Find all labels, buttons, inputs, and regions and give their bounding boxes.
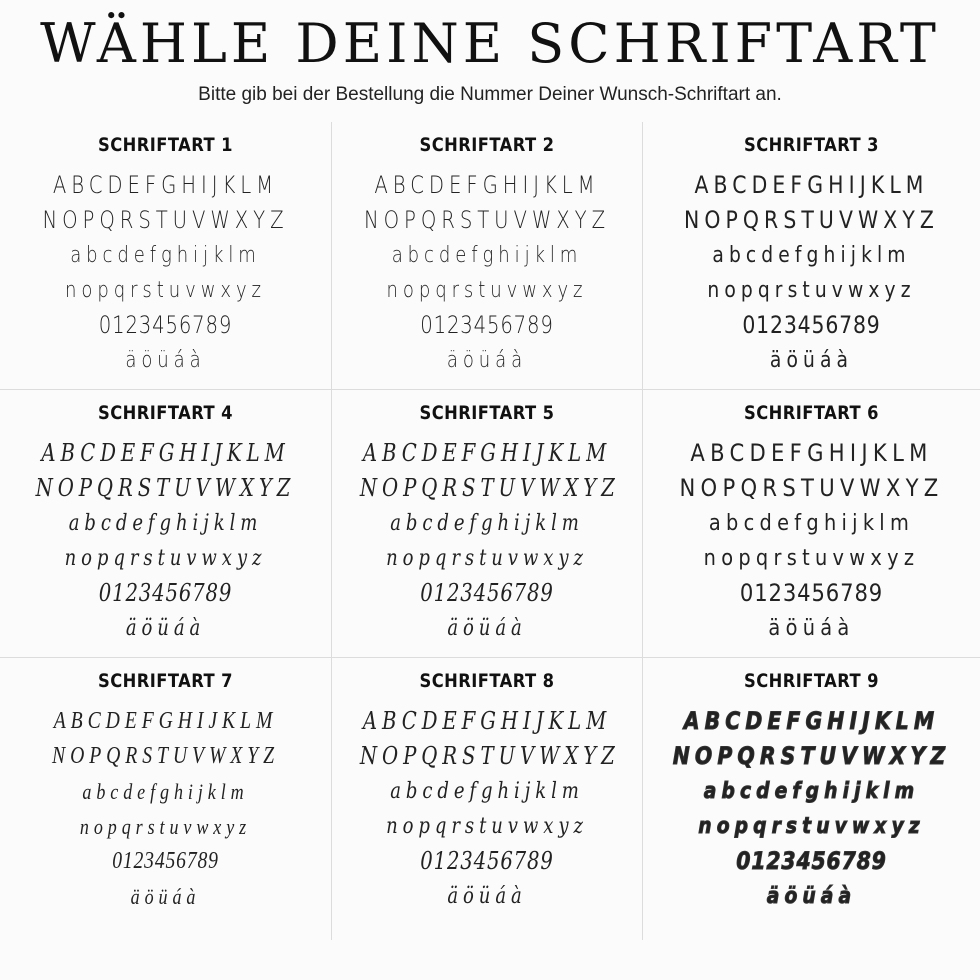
sample-accents: äöüáà [446, 348, 528, 373]
sample-digits: 0123456789 [98, 579, 233, 607]
font-sample [668, 704, 954, 914]
sample-lowercase-a-m: abcdefghijklm [708, 511, 915, 536]
font-card-heading: SCHRIFTART 5 [419, 402, 555, 424]
sample-uppercase-a-m: ABCDEFGHIJKLM [694, 171, 929, 199]
sample-uppercase-a-m: ABCDEFGHIJKLM [374, 171, 600, 199]
sample-uppercase-a-m: ABCDEFGHIJKLM [690, 439, 933, 467]
sample-accents: äöüáà [447, 616, 527, 641]
font-sample [359, 704, 620, 914]
sample-lowercase-n-z: nopqrstuvwxyz [703, 546, 920, 571]
sample-lowercase-a-m: abcdefghijklm [391, 243, 583, 268]
sample-accents: äöüáà [125, 348, 206, 373]
sample-digits: 0123456789 [98, 311, 233, 339]
sample-lowercase-a-m: abcdefghijklm [703, 779, 920, 804]
font-card-heading: SCHRIFTART 7 [97, 670, 233, 692]
font-card-7 [0, 658, 332, 940]
sample-uppercase-n-z: NOPQRSTUVWXYZ [363, 206, 611, 234]
sample-digits: 0123456789 [420, 579, 554, 607]
font-card-6 [643, 390, 980, 658]
sample-uppercase-n-z: NOPQRSTUVWXYZ [683, 206, 940, 234]
sample-uppercase-n-z: NOPQRSTUVWXYZ [359, 474, 620, 502]
font-card-1 [0, 122, 332, 390]
sample-accents: äöüáà [447, 884, 527, 909]
sample-uppercase-n-z: NOPQRSTUVWXYZ [42, 206, 289, 234]
sample-lowercase-n-z: nopqrstuvwxyz [65, 278, 266, 303]
sample-lowercase-a-m: abcdefghijklm [390, 511, 584, 536]
sample-lowercase-a-m: abcdefghijklm [70, 243, 261, 268]
sample-lowercase-n-z: nopqrstuvwxyz [707, 278, 916, 303]
font-sample [30, 704, 301, 914]
sample-lowercase-n-z: nopqrstuvwxyz [386, 278, 588, 303]
sample-digits: 0123456789 [742, 311, 881, 339]
font-card-heading: SCHRIFTART 3 [743, 134, 879, 156]
sample-uppercase-n-z: NOPQRSTUVWXYZ [52, 743, 279, 769]
sample-uppercase-a-m: ABCDEFGHIJKLM [362, 707, 612, 735]
font-sample [360, 168, 614, 378]
sample-digits: 0123456789 [420, 847, 554, 875]
font-sample [30, 436, 301, 646]
font-sample [663, 436, 960, 646]
sample-lowercase-a-m: abcdefghijklm [390, 779, 584, 804]
sample-lowercase-a-m: abcdefghijklm [82, 779, 249, 804]
page-subtitle: Bitte gib bei der Bestellung die Nummer Deiner Wunsch-Schriftart an. [198, 84, 782, 105]
font-grid [0, 122, 980, 940]
sample-uppercase-a-m: ABCDEFGHIJKLM [683, 707, 940, 735]
sample-lowercase-a-m: abcdefghijklm [68, 511, 263, 536]
sample-accents: äöüáà [768, 616, 855, 641]
sample-accents: äöüáà [130, 884, 201, 909]
sample-uppercase-a-m: ABCDEFGHIJKLM [41, 439, 290, 467]
sample-lowercase-n-z: nopqrstuvwxyz [386, 814, 588, 839]
sample-accents: äöüáà [766, 884, 857, 909]
sample-digits: 0123456789 [112, 848, 219, 874]
sample-uppercase-a-m: ABCDEFGHIJKLM [52, 171, 279, 199]
sample-uppercase-n-z: NOPQRSTUVWXYZ [359, 742, 620, 770]
sample-accents: äöüáà [769, 348, 854, 373]
font-sample [30, 168, 301, 378]
font-sample [668, 168, 954, 378]
sample-uppercase-n-z: NOPQRSTUVWXYZ [672, 742, 951, 770]
sample-digits: 0123456789 [420, 311, 554, 339]
sample-uppercase-a-m: ABCDEFGHIJKLM [53, 708, 278, 734]
sample-lowercase-n-z: nopqrstuvwxyz [79, 814, 252, 839]
sample-lowercase-n-z: nopqrstuvwxyz [698, 814, 925, 839]
sample-lowercase-n-z: nopqrstuvwxyz [386, 546, 588, 571]
font-card-heading: SCHRIFTART 1 [97, 134, 233, 156]
sample-lowercase-n-z: nopqrstuvwxyz [64, 546, 267, 571]
sample-uppercase-n-z: NOPQRSTUVWXYZ [35, 474, 296, 502]
sample-accents: äöüáà [125, 616, 206, 641]
sample-uppercase-n-z: NOPQRSTUVWXYZ [679, 474, 944, 502]
font-card-heading: SCHRIFTART 8 [419, 670, 555, 692]
font-card-heading: SCHRIFTART 9 [743, 670, 879, 692]
font-card-heading: SCHRIFTART 4 [97, 402, 233, 424]
font-card-8 [332, 658, 643, 940]
sample-lowercase-a-m: abcdefghijklm [712, 243, 911, 268]
font-card-heading: SCHRIFTART 6 [743, 402, 879, 424]
sample-digits: 0123456789 [736, 847, 887, 875]
font-card-3 [643, 122, 980, 390]
font-card-9 [643, 658, 980, 940]
font-card-heading: SCHRIFTART 2 [419, 134, 555, 156]
page-title: WÄHLE DEINE SCHRIFTART [40, 12, 940, 75]
font-card-4 [0, 390, 332, 658]
sample-uppercase-a-m: ABCDEFGHIJKLM [362, 439, 612, 467]
font-card-5 [332, 390, 643, 658]
sample-digits: 0123456789 [739, 579, 884, 607]
font-sample [359, 436, 620, 646]
font-card-2 [332, 122, 643, 390]
